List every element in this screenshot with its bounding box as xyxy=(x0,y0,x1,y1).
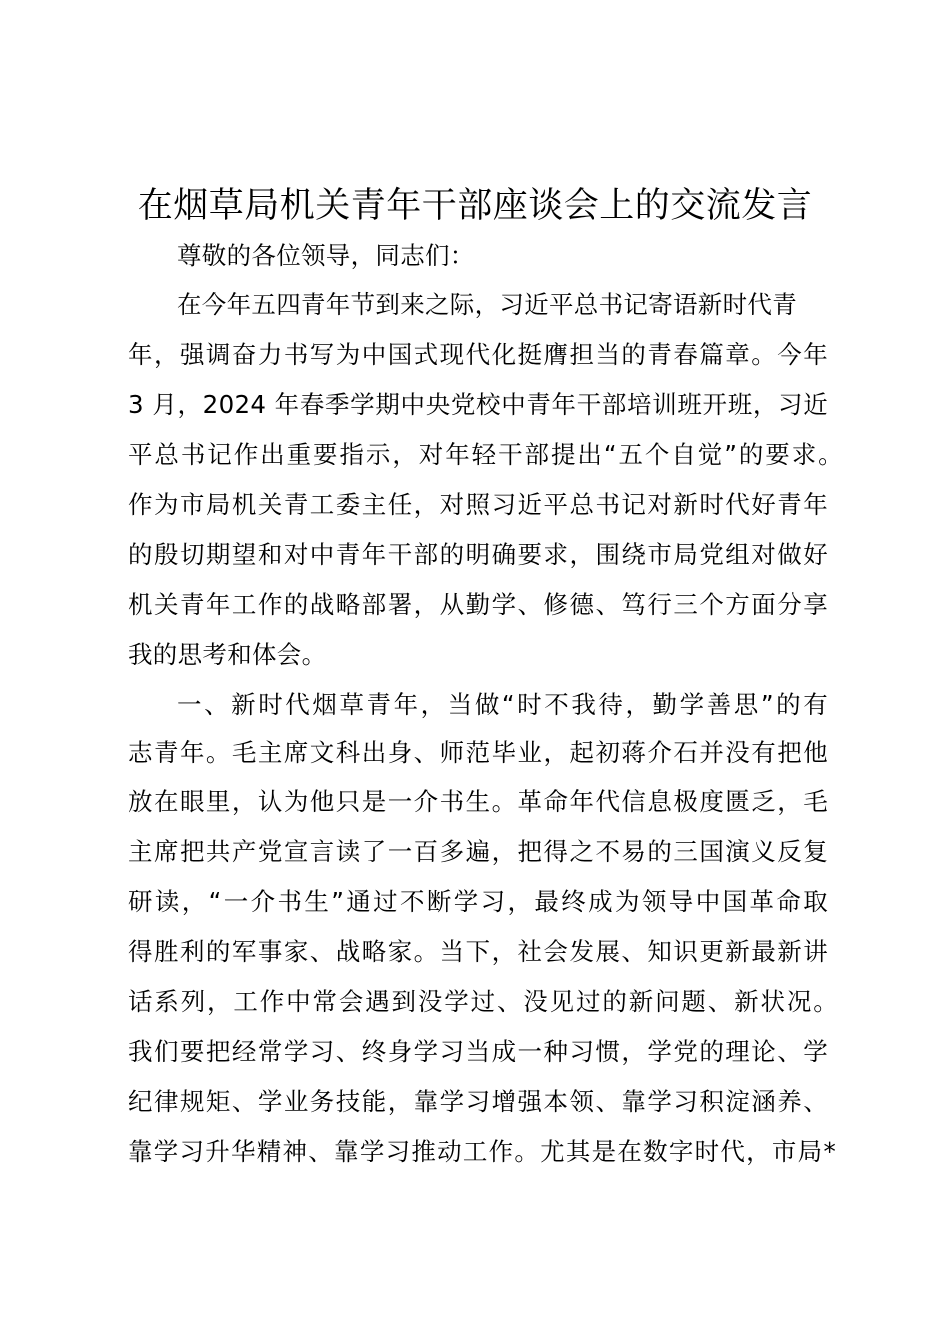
paragraph-2-line-10: 靠学习升华精神、靠学习推动工作。尤其是在数字时代，市局* xyxy=(128,1137,836,1166)
paragraph-1-line-6: 的殷切期望和对中青年干部的明确要求，围绕市局党组对做好 xyxy=(128,540,828,569)
paragraph-1-line-3: 3 月，2024 年春季学期中央党校中青年干部培训班开班，习近 xyxy=(128,390,828,419)
paragraph-1-line-7: 机关青年工作的战略部署，从勤学、修德、笃行三个方面分享 xyxy=(128,590,828,619)
document-title: 在烟草局机关青年干部座谈会上的交流发言 xyxy=(137,186,813,226)
salutation: 尊敬的各位领导，同志们： xyxy=(177,241,475,270)
paragraph-2-line-6: 得胜利的军事家、战略家。当下，社会发展、知识更新最新讲 xyxy=(128,937,828,966)
paragraph-2-line-8: 我们要把经常学习、终身学习当成一种习惯，学党的理论、学 xyxy=(128,1037,828,1066)
paragraph-2-line-1: 一、新时代烟草青年，当做“时不我待，勤学善思”的有 xyxy=(177,690,828,719)
paragraph-1-line-4: 平总书记作出重要指示，对年轻干部提出“五个自觉”的要求。 xyxy=(128,440,843,469)
paragraph-1-line-8: 我的思考和体会。 xyxy=(128,640,327,669)
paragraph-1-line-2: 年，强调奋力书写为中国式现代化挺膺担当的青春篇章。今年 xyxy=(128,340,828,369)
paragraph-2-line-3: 放在眼里，认为他只是一介书生。革命年代信息极度匮乏，毛 xyxy=(128,787,828,816)
paragraph-2-line-9: 纪律规矩、学业务技能，靠学习增强本领、靠学习积淀涵养、 xyxy=(128,1087,828,1116)
paragraph-1-line-5: 作为市局机关青工委主任，对照习近平总书记对新时代好青年 xyxy=(128,490,828,519)
paragraph-2-line-4: 主席把共产党宣言读了一百多遍，把得之不易的三国演义反复 xyxy=(128,837,828,866)
paragraph-2-line-7: 话系列，工作中常会遇到没学过、没见过的新问题、新状况。 xyxy=(128,987,838,1016)
paragraph-1-line-1: 在今年五四青年节到来之际，习近平总书记寄语新时代青 xyxy=(177,290,797,319)
paragraph-2-line-2: 志青年。毛主席文科出身、师范毕业，起初蒋介石并没有把他 xyxy=(128,738,828,767)
paragraph-2-line-5: 研读，“一介书生”通过不断学习，最终成为领导中国革命取 xyxy=(128,887,828,916)
